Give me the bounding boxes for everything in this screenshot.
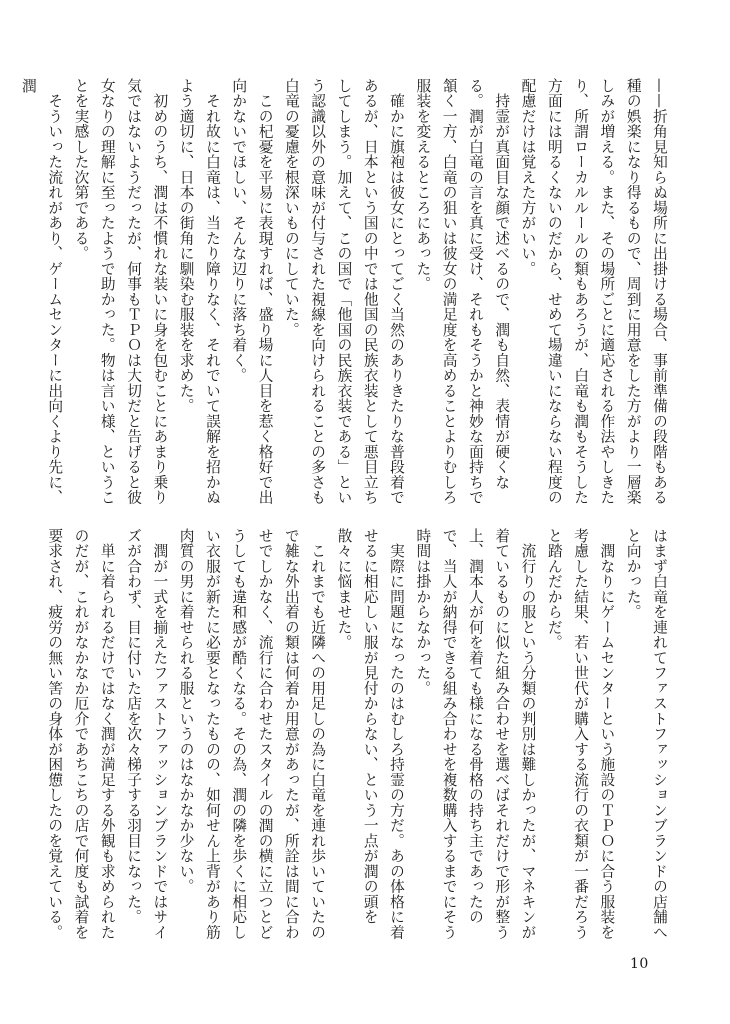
paragraph: この杞憂を平易に表現すれば、盛り場に人目を惹く格好で出向かないでほしい、そんな辺りに落ち着く。 <box>230 78 274 505</box>
paragraph: そういった流れがあり、ゲームセンターに出向くより先に、潤 <box>19 78 64 505</box>
paragraph: 流行りの服という分類の判別は難しかったが、マネキンが着ているものに似た組み合わせを選べばそれだけで形が整う上、潤本人が何を着ても様になる骨格の持ち主であったので、当人が納得できる組み合わせを複数購入するまでにそう時間は掛からなかった。 <box>414 528 537 940</box>
paragraph: 初めのうち、潤は不慣れな装いに身を包むことにあまり乗り気ではないようだったが、何事もＴＰＯは大切だと告げると彼女なりの理解に至ったようで助かった。物は言い様、ということを実感した次第である。 <box>72 78 169 505</box>
lower-text-column <box>41 528 672 943</box>
paragraph: それ故に白竜は、当たり障りなく、それでいて誤解を招かぬよう適切に、日本の街角に馴染む服装を求めた。 <box>177 78 221 505</box>
page-number: 10 <box>630 956 649 972</box>
paragraph: これまでも近隣への用足しの為に白竜を連れ歩いていたので雑な外出着の類は何着か用意があったが、所詮は間に合わせでしかなく、流行に合わせたスタイルの潤の横に立つとどうしても違和感が酷くなる。その為、潤の隣を歩くに相応しい衣服が新たに必要となったものの、如何せん上背があり筋肉質の男に着せられる服というのはなかなか少ない。 <box>177 528 327 940</box>
paragraph: 単に着られるだけではなく潤が満足する外観も求められたのだが、これがなかなか厄介であちこちの店で何度も試着を要求され、疲労の無い筈の身体が困憊したのを覚えている。 <box>46 528 116 940</box>
paragraph: 持霊が真面目な顔で述べるので、潤も自然、表情が硬くなる。潤が白竜の言を真に受け、それもそうかと神妙な面持ちで頷く一方、白竜の狙いは彼女の満足度を高めることよりむしろ服装を変えるところにあった。 <box>414 78 511 505</box>
upper-text-column <box>15 78 672 506</box>
paragraph: 確かに旗袍は彼女にとってごく当然のありきたりな普段着であるが、日本という国の中では他国の民族衣装として悪目立ちしてしまう。加えて、この国で「他国の民族衣装である」という認識以外の意味が付与された視線を向けられることの多さも白竜の憂慮を根深いものにしていた。 <box>282 78 406 505</box>
paragraph: はまず白竜を連れてファストファッションブランドの店舗へと向かった。 <box>624 528 668 940</box>
paragraph: 実際に問題になったのはむしろ持霊の方だ。あの体格に着せるに相応しい服が見付からない、という一点が潤の頭を散々に悩ませた。 <box>335 528 406 940</box>
paragraph: 潤が一式を揃えたファストファッションブランドではサイズが合わず、目に付いた店を次々梯子する羽目になった。 <box>125 528 169 940</box>
lower-text-block <box>46 528 672 943</box>
upper-text-block <box>19 78 672 506</box>
paragraph: 潤なりにゲームセンターという施設のＴＰＯに合う服装を考慮した結果、若い世代が購入する流行の衣類が一番だろうと踏んだからだ。 <box>545 528 616 940</box>
paragraph: ——折角見知らぬ場所に出掛ける場合、事前準備の段階もある種の娯楽になり得るもので、周到に用意をした方がより一層楽しみが増える。また、その場所ごとに適応される作法やしきたり、所謂ローカルルールの類もあろうが、白竜も潤もそうした方面には明るくないのだから、せめて場違いにならない程度の配慮だけは覚えた方がいい。 <box>519 78 668 505</box>
